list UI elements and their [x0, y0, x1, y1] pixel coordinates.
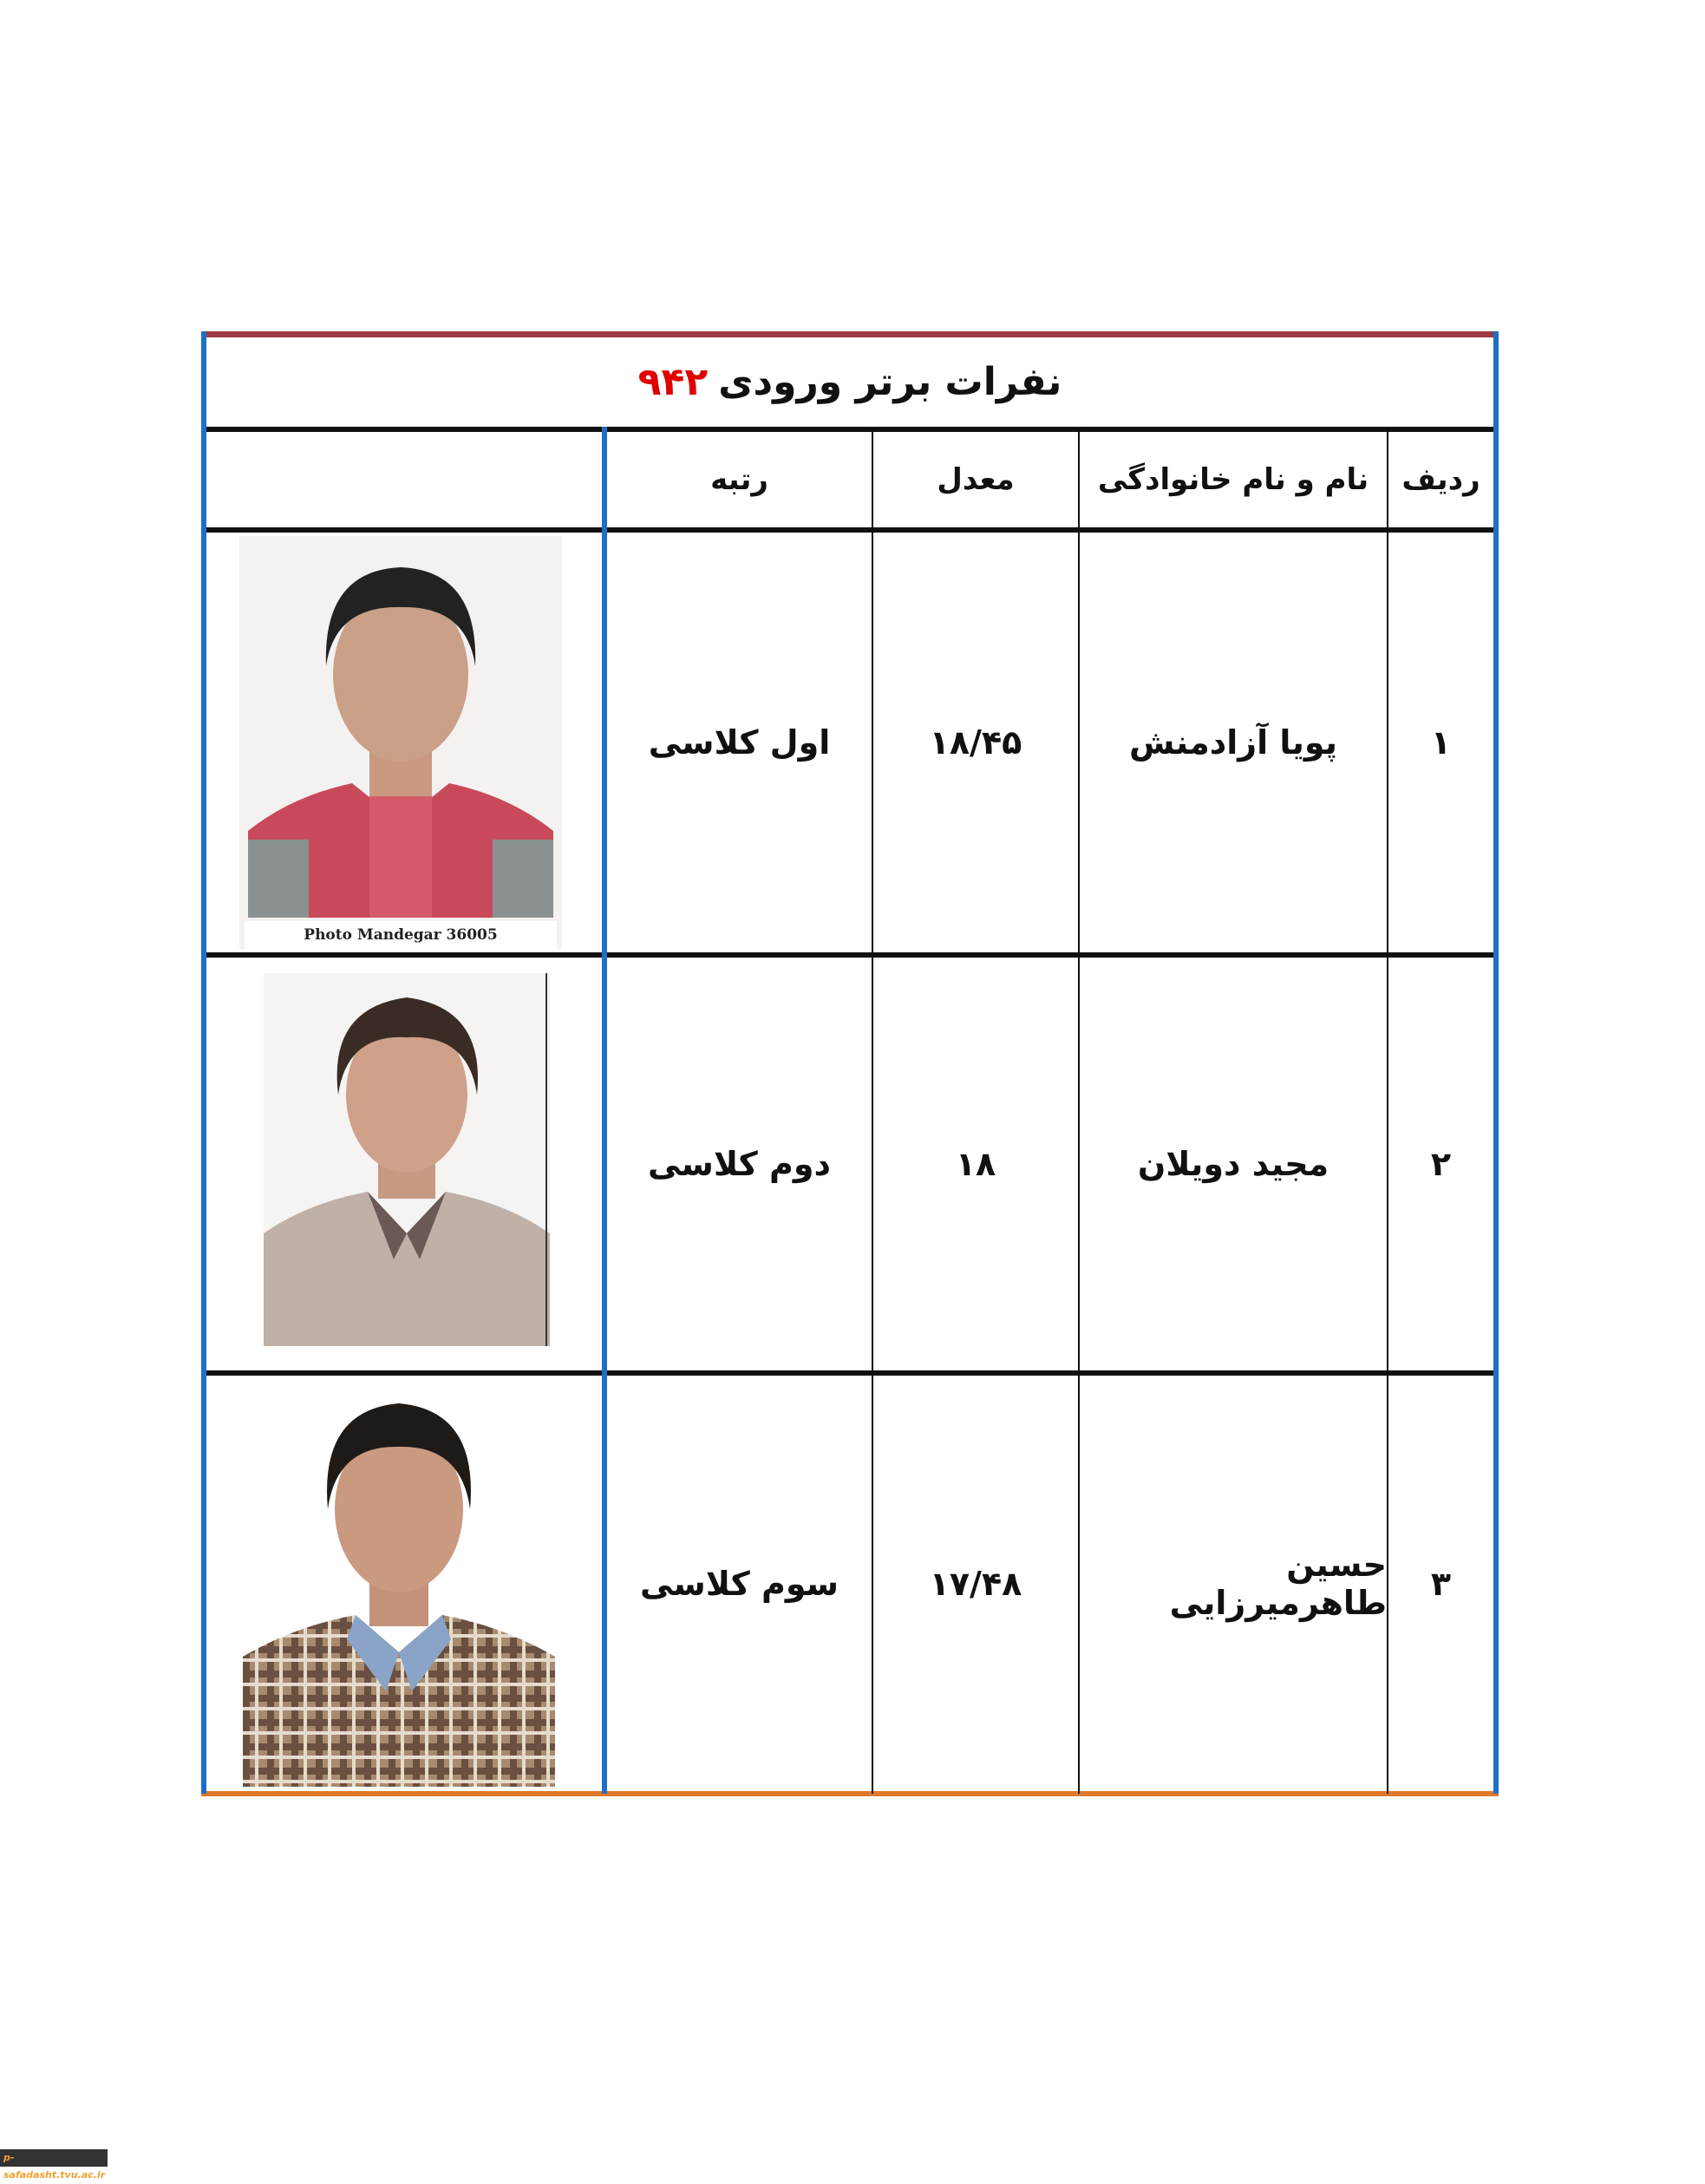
- header-row-no: ردیف: [1401, 462, 1480, 497]
- photo-caption: Photo Mandegar 36005: [304, 926, 498, 944]
- header-gpa: معدل: [937, 462, 1015, 497]
- header-rank: رتبه: [710, 462, 768, 497]
- student-name: مجید دویلان: [1137, 1145, 1329, 1183]
- title-year: ۹۴۲: [637, 360, 709, 404]
- student-gpa: ۱۷/۴۸: [929, 1564, 1022, 1603]
- title-text: نفرات برتر ورودی: [718, 360, 1062, 404]
- student-photo: [243, 1379, 555, 1787]
- row-number: ۲: [1430, 1145, 1452, 1183]
- table-right-border: [1493, 331, 1499, 1794]
- table-top-border: [201, 331, 1499, 337]
- header-photo: [206, 432, 602, 527]
- student-rank: سوم کلاسی: [639, 1564, 839, 1603]
- student-name: حسین طاهرمیرزایی: [1169, 1545, 1387, 1622]
- student-photo: [264, 973, 550, 1346]
- student-rank: دوم کلاسی: [648, 1145, 831, 1183]
- student-gpa: ۱۸/۴۵: [929, 723, 1022, 762]
- table-title: [206, 337, 1493, 427]
- student-gpa: ۱۸: [955, 1145, 996, 1183]
- footer-url: p-safadasht.tvu.ac.ir: [0, 2149, 108, 2167]
- row-number: ۱: [1430, 723, 1452, 762]
- student-photo: [239, 536, 562, 949]
- table-left-border: [201, 331, 206, 1794]
- row-number: ۳: [1430, 1564, 1452, 1603]
- student-rank: اول کلاسی: [648, 723, 831, 762]
- table-bottom-border: [201, 1791, 1499, 1796]
- header-name: نام و نام خانوادگی: [1097, 462, 1369, 497]
- student-name: پویا آزادمنش: [1128, 723, 1338, 762]
- top-students-table: [201, 331, 1499, 1797]
